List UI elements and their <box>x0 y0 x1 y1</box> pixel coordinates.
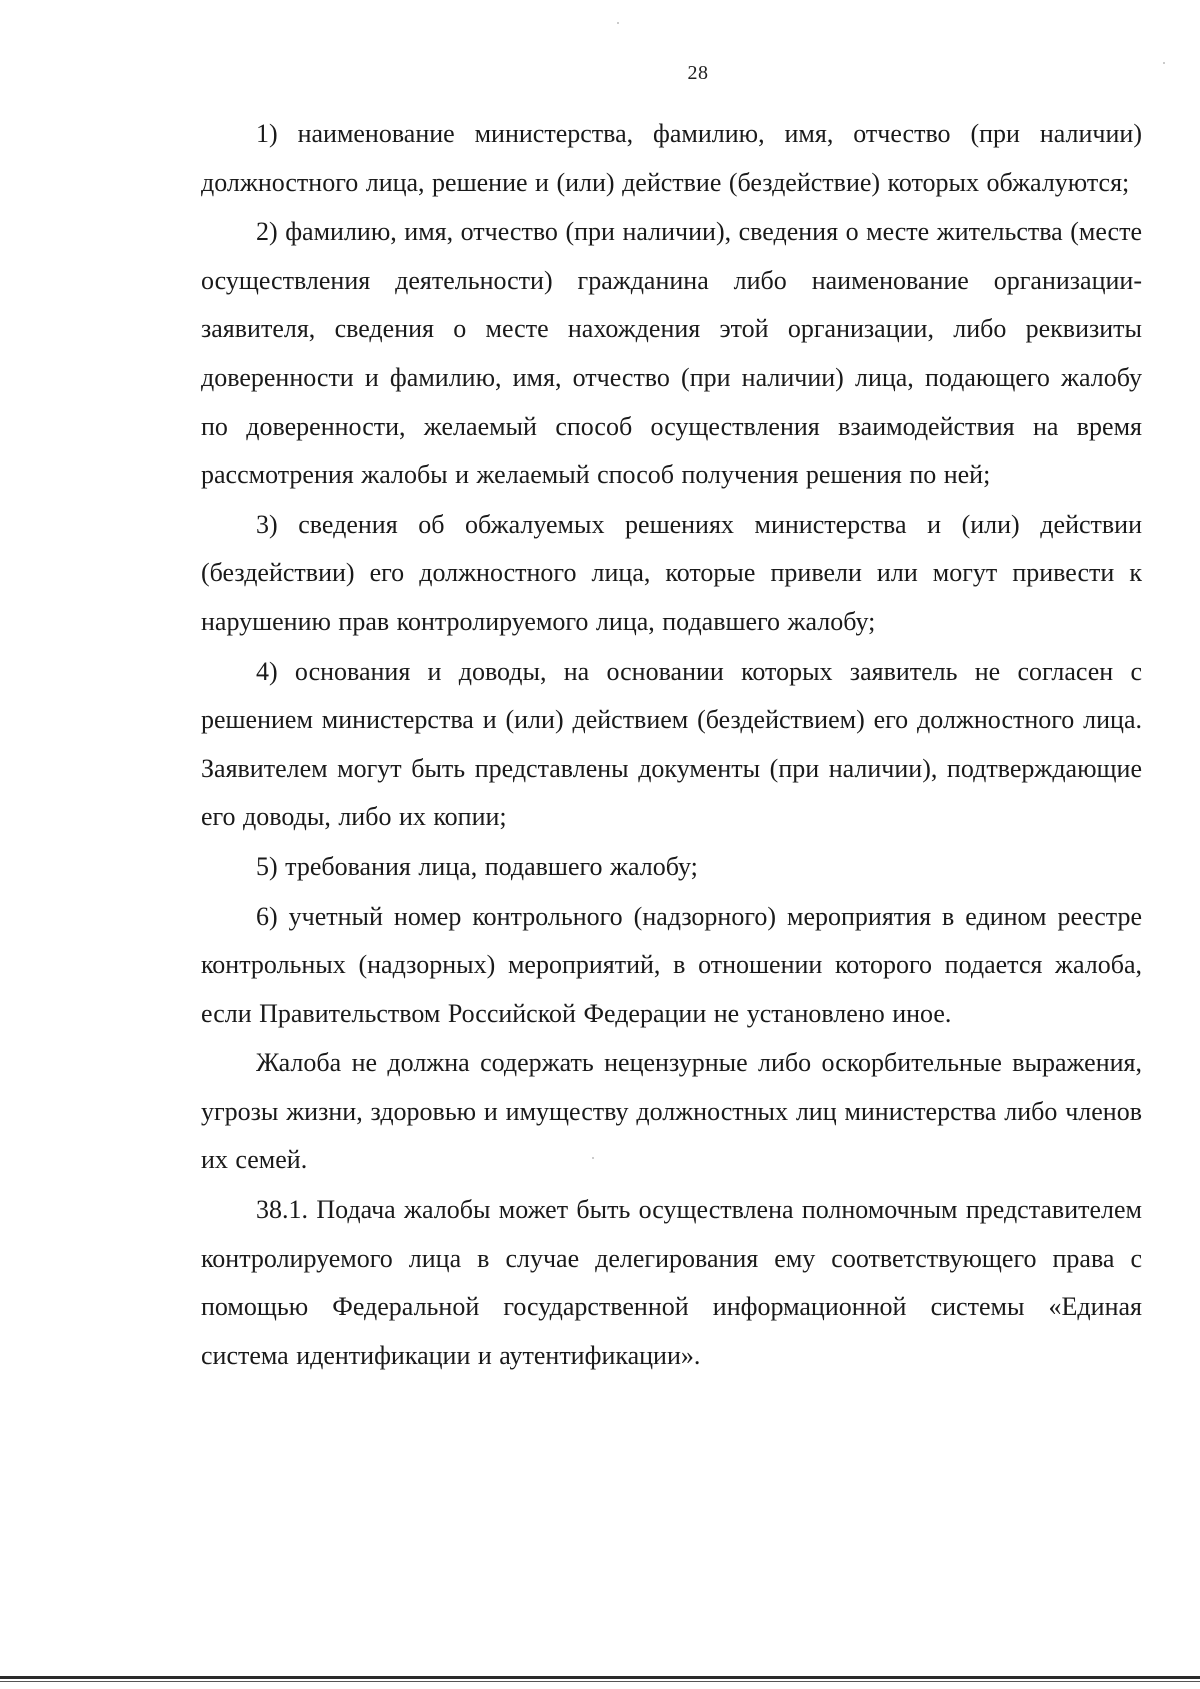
page-number: 28 <box>687 62 709 84</box>
page-bottom-edge <box>0 1676 1200 1679</box>
paragraph-item-1: 1) наименование министерства, фамилию, имя, отчество (при наличии) должностного лица, решение и (или) действие (бездействие) которых обжалуются; <box>201 119 1142 197</box>
scan-speck <box>617 22 619 24</box>
paragraph-38-1: 38.1. Подача жалобы может быть осуществлена полномочным представителем контролируемого лица в случае делегирования ему соответствующего права с помощью Федеральной государственной информационной системы «Единая система идентификации и аутентификации». <box>201 1195 1142 1370</box>
paragraph-item-2: 2) фамилию, имя, отчество (при наличии), сведения о месте жительства (месте осуществления деятельности) гражданина либо наименование организации-заявителя, сведения о месте нахождения этой организации, либо реквизиты доверенности и фамилию, имя, отчество (при наличии) лица, подающего жалобу по доверенности, желаемый способ осуществления взаимодействия на время рассмотрения жалобы и желаемый способ получения решения по ней; <box>201 217 1142 490</box>
paragraph-complaint-restrictions: Жалоба не должна содержать нецензурные либо оскорбительные выражения, угрозы жизни, здоровью и имуществу должностных лиц министерства либо членов их семей. <box>201 1048 1142 1175</box>
scan-speck <box>592 1157 594 1159</box>
paragraph-item-6: 6) учетный номер контрольного (надзорного) мероприятия в едином реестре контрольных (надзорных) мероприятий, в отношении которого подается жалоба, если Правительством Российской Федерации не установлено иное. <box>201 901 1142 1028</box>
page-bottom-edge-shadow <box>0 1681 1200 1682</box>
document-body <box>201 110 1142 1381</box>
paragraph-item-3: 3) сведения об обжалуемых решениях министерства и (или) действии (бездействии) его должностного лица, которые привели или могут привести к нарушению прав контролируемого лица, подавшего жалобу; <box>201 509 1142 636</box>
scan-speck <box>1163 62 1165 64</box>
paragraph-item-4: 4) основания и доводы, на основании которых заявитель не согласен с решением министерства и (или) действием (бездействием) его должностного лица. Заявителем могут быть представлены документы (при наличии), подтверждающие его доводы, либо их копии; <box>201 656 1142 832</box>
paragraph-item-5: 5) требования лица, подавшего жалобу; <box>256 851 698 881</box>
